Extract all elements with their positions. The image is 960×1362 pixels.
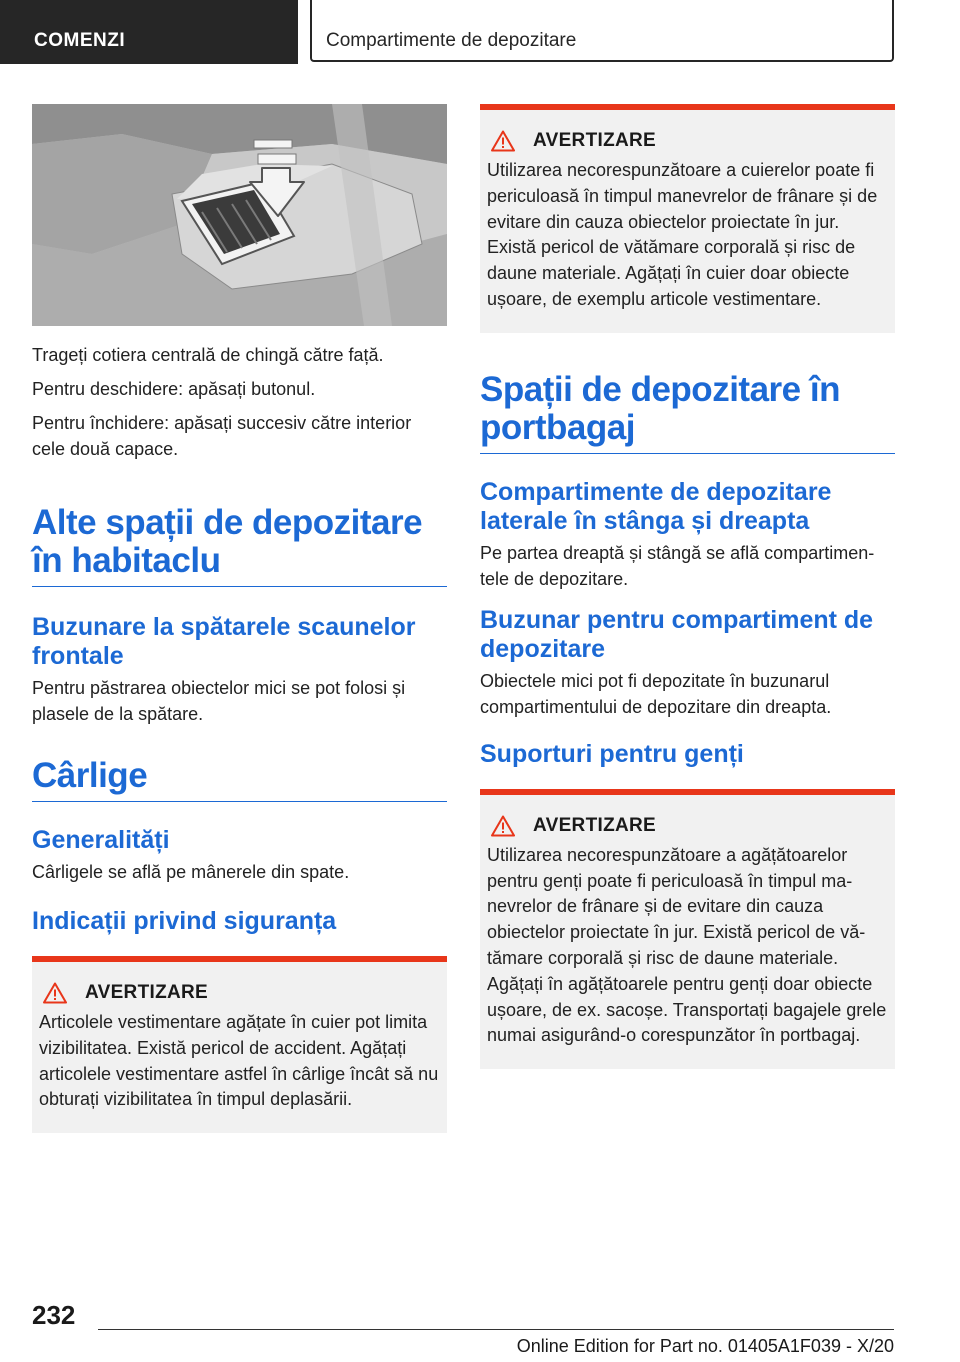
- heading-general: Generalități: [32, 826, 170, 854]
- warning-title: AVERTIZARE: [533, 814, 656, 836]
- header-section-label: COMENZI: [34, 30, 126, 51]
- heading-seat-pockets: Buzunare la spătarele scaunelor frontale: [32, 613, 416, 670]
- armrest-photo: [32, 104, 447, 326]
- warning-box-bag-hooks: [480, 789, 895, 1069]
- header-chapter-label: Compartimente de depozitare: [326, 30, 577, 51]
- heading-hooks: Cârlige: [32, 757, 447, 802]
- warning-triangle-icon: [491, 130, 515, 152]
- left-column: [32, 104, 447, 1133]
- heading-bag-hooks: Suporturi pentru genți: [480, 739, 744, 768]
- side-compartments-text: Pe partea dreaptă și stângă se află compartimentele de depozitare.: [480, 542, 875, 589]
- warning-text: Articolele vestimentare agățate în cuier pot limita vizibilitatea. Există pericol de accident. Agățați articolele vestimentare astfel în cârlige încât să nu obturați vizibilitatea în timpul deplasării.: [39, 1012, 439, 1110]
- warning-box-coat-hooks: [480, 104, 895, 333]
- compartment-pocket-text: Obiectele mici pot fi depozitate în buzunarul compartimentului de depozitare din dreapta.: [480, 670, 832, 717]
- header-chapter-tab: [310, 0, 894, 62]
- heading-other-storage: Alte spații de depozitare în habitaclu: [32, 504, 447, 587]
- warning-text: Utilizarea necorespunzătoare a cuierelor poate fi periculoasă în timpul manevrelor de frânare și de evitare din cauza obiectelor proiectate în jur. Există pericol de vătămare corporală și risc de daune materiale. Agățați în cuier doar obiecte ușoare, de exemplu articole vestimentare.: [487, 160, 878, 309]
- right-column: [480, 104, 895, 1069]
- header-section-tab: [0, 0, 298, 64]
- page-number: 232: [32, 1300, 76, 1330]
- warning-triangle-icon: [43, 982, 67, 1004]
- warning-box-hooks: [32, 956, 447, 1133]
- footer-edition: Online Edition for Part no. 01405A1F039 - X/20: [516, 1336, 894, 1356]
- intro-paragraph-2: Pentru deschidere: apăsați butonul.: [32, 379, 316, 399]
- general-text: Cârligele se află pe mânerele din spate.: [32, 862, 350, 882]
- seat-pockets-text: Pentru păstrarea obiectelor mici se pot folosi și plasele de la spătare.: [32, 678, 406, 724]
- heading-side-compartments: Compartimente de depozitare laterale în stânga și dreapta: [480, 477, 832, 535]
- warning-triangle-icon: [491, 815, 515, 837]
- heading-safety: Indicații privind siguranța: [32, 907, 337, 935]
- warning-text: Utilizarea necorespunzătoare a agățătoarelor pentru genți poate fi periculoasă în timpul manevrelor de frânare și de evitare din cauza obiectelor proiectate în jur. Există pericol de vătămare corporală și risc de daune materiale. Agățați în agățătoarele pentru genți doar obiecte ușoare, de ex. sacoșe. Transportați bagajele grele numai asigurând-o corespunzător în portbagaj.: [487, 844, 887, 1046]
- heading-compartment-pocket: Buzunar pentru compartiment de depozitare: [480, 605, 874, 663]
- heading-trunk-storage: Spații de depozitare în portbagaj: [480, 371, 895, 454]
- intro-paragraph-1: Trageți cotiera centrală de chingă către față.: [32, 345, 384, 365]
- warning-title: AVERTIZARE: [533, 130, 656, 151]
- warning-title: AVERTIZARE: [85, 982, 208, 1003]
- footer-divider: [98, 1329, 894, 1330]
- intro-paragraph-3: Pentru închidere: apăsați succesiv către interior cele două capace.: [32, 413, 412, 459]
